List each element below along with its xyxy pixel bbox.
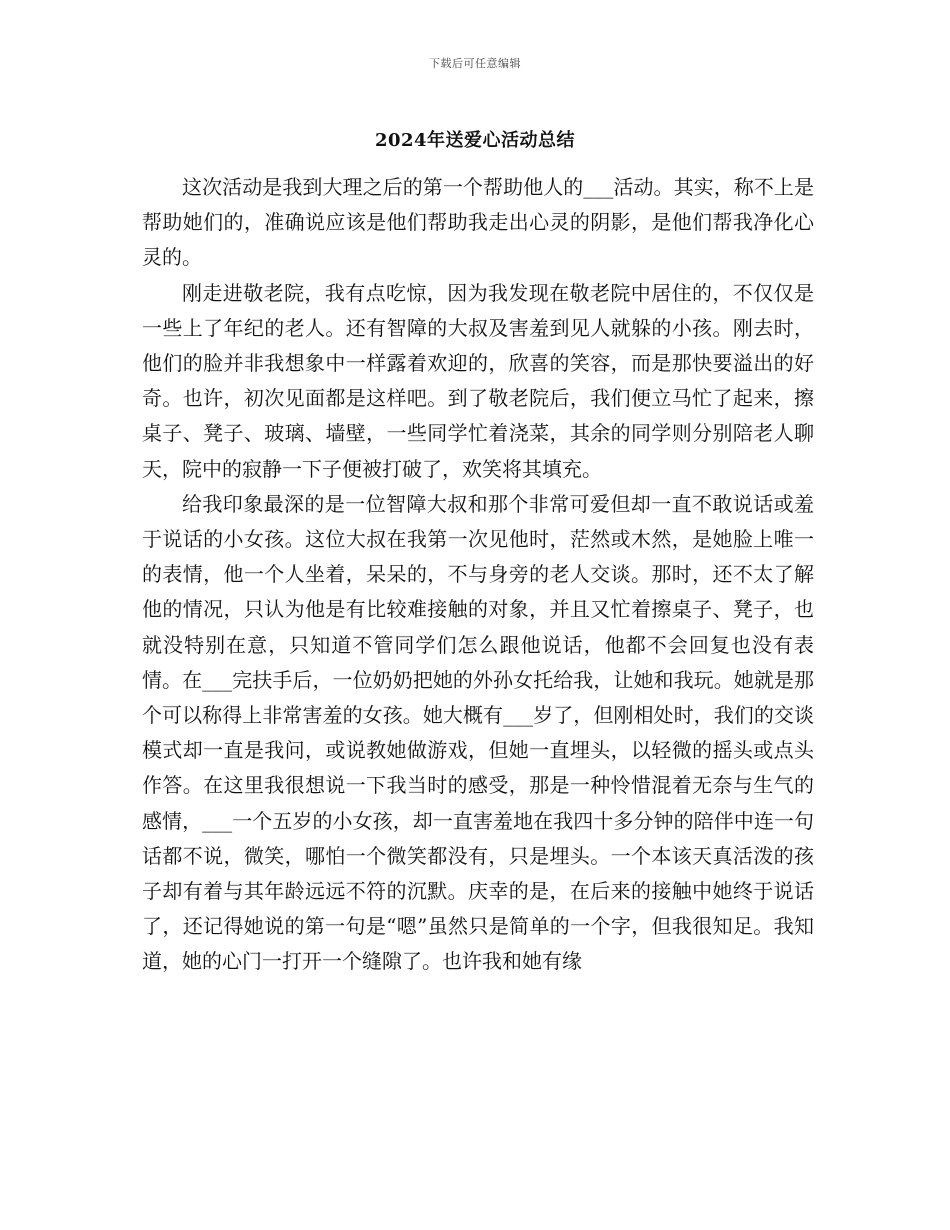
document-body	[142, 170, 814, 980]
page-header-note: 下载后可任意编辑	[429, 57, 521, 70]
paragraph-3: 给我印象最深的是一位智障大叔和那个非常可爱但却一直不敢说话或羞于说话的小女孩。这位大叔在我第一次见他时，茫然或木然，是她脸上唯一的表情，他一个人坐着，呆呆的，不与身旁的老人交谈。那时，还不太了解他的情况，只认为他是有比较难接触的对象，并且又忙着擦桌子、凳子，也就没特别在意，只知道不管同学们怎么跟他说话，他都不会回复也没有表情。在___完扶手后，一位奶奶把她的外孙女托给我，让她和我玩。她就是那个可以称得上非常害羞的女孩。她大概有___岁了，但刚相处时，我们的交谈模式却一直是我问，或说教她做游戏，但她一直埋头，以轻微的摇头或点头作答。在这里我很想说一下我当时的感受，那是一种怜惜混着无奈与生气的感情，___一个五岁的小女孩，却一直害羞地在我四十多分钟的陪伴中连一句话都不说，微笑，哪怕一个微笑都没有，只是埋头。一个本该天真活泼的孩子却有着与其年龄远远不符的沉默。庆幸的是，在后来的接触中她终于说话了，还记得她说的第一句是“嗯”虽然只是简单的一个字，但我很知足。我知道，她的心门一打开一个缝隙了。也许我和她有缘	[142, 491, 814, 974]
document-title: 2024年送爱心活动总结	[374, 130, 576, 151]
paragraph-2: 刚走进敬老院，我有点吃惊，因为我发现在敬老院中居住的，不仅仅是一些上了年纪的老人。还有智障的大叔及害羞到见人就躲的小孩。刚去时，他们的脸并非我想象中一样露着欢迎的，欣喜的笑容，而是那快要溢出的好奇。也许，初次见面都是这样吧。到了敬老院后，我们便立马忙了起来，擦桌子、凳子、玻璃、墙壁，一些同学忙着浇菜，其余的同学则分别陪老人聊天，院中的寂静一下子便被打破了，欢笑将其填充。	[142, 280, 814, 481]
paragraph-1: 这次活动是我到大理之后的第一个帮助他人的___活动。其实，称不上是帮助她们的，准确说应该是他们帮助我走出心灵的阴影，是他们帮我净化心灵的。	[142, 175, 814, 270]
